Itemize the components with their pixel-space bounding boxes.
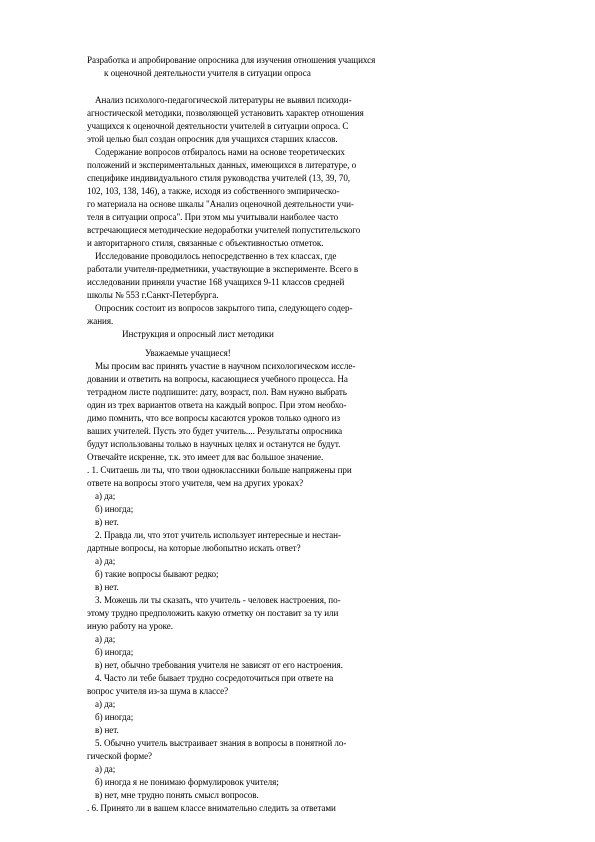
intro-line: Содержание вопросов отбиралось нами на основе теоретических — [95, 147, 345, 157]
instruction-line: довании и ответить на вопросы, касающиеся учебного процесса. На — [87, 374, 348, 384]
intro-line: Исследование проводилось непосредственно в тех классах, где — [95, 251, 337, 261]
question-line: вопрос учителя из-за шума в классе? — [87, 686, 229, 696]
question-line: . 1. Считаешь ли ты, что твои одноклассники больше напряжены при — [87, 465, 352, 475]
instruction-line: тетрадном листе подпишите: дату, возраст, пол. Вам нужно выбрать — [87, 387, 347, 397]
instruction-line: Мы просим вас принять участие в научном психологическом иссле- — [95, 361, 356, 371]
intro-line: и авторитарного стиля, связанные с объективностью отметок. — [87, 238, 324, 248]
section-heading: Инструкция и опросный лист методики — [122, 329, 274, 339]
intro-line: специфике индивидуального стиля руководства учителей (13, 39, 70, — [87, 173, 351, 183]
question-line: 2. Правда ли, что этот учитель использует интересные и нестан- — [95, 530, 341, 540]
answer-option: в) нет. — [95, 517, 119, 527]
answer-option: а) да; — [95, 491, 116, 501]
answer-option: в) нет. — [95, 725, 119, 735]
answer-option: в) нет, мне трудно понять смысл вопросов. — [95, 790, 259, 800]
answer-option: б) такие вопросы бывают редко; — [95, 569, 219, 579]
intro-line: жания. — [87, 316, 114, 326]
answer-option: б) иногда я не понимаю формулировок учителя; — [95, 777, 279, 787]
question-line: 5. Обычно учитель выстраивает знания в вопросы в понятной ло- — [95, 738, 347, 748]
intro-line: 102, 103, 138, 146), а также, исходя из собственного эмпирическо- — [87, 186, 340, 196]
answer-option: а) да; — [95, 556, 116, 566]
instruction-line: димо помнить, что все вопросы касаются уроков только одного из — [87, 413, 341, 423]
intro-line: этой целью был создан опросник для учащихся старших классов. — [87, 134, 338, 144]
answer-option: а) да; — [95, 764, 116, 774]
question-line: 4. Часто ли тебе бывает трудно сосредоточиться при ответе на — [95, 673, 334, 683]
intro-line: положений и экспериментальных данных, имеющихся в литературе, о — [87, 160, 357, 170]
intro-line: Опросник состоит из вопросов закрытого типа, следующего содер- — [95, 303, 353, 313]
instruction-line: будут использованы только в научных целях и останутся не будут. — [87, 439, 341, 449]
question-line: этому трудно предположить какую отметку он поставит за ту или — [87, 608, 339, 618]
greeting: Уважаемые учащиеся! — [145, 348, 231, 358]
document-title-line-2: к оценочной деятельности учителя в ситуации опроса — [104, 68, 311, 78]
intro-line: встречающиеся методические недоработки учителей попустительского — [87, 225, 361, 235]
question-line: ответе на вопросы этого учителя, чем на других уроках? — [87, 478, 304, 488]
answer-option: а) да; — [95, 634, 116, 644]
document-title-line-1: Разработка и апробирование опросника для изучения отношения учащихся — [87, 55, 376, 65]
instruction-line: один из трех вариантов ответа на каждый вопрос. При этом необхо- — [87, 400, 347, 410]
intro-line: го материала на основе шкалы "Анализ оценочной деятельности учи- — [87, 199, 354, 209]
question-line: дартные вопросы, на которые любопытно искать ответ? — [87, 543, 301, 553]
intro-line: учащихся к оценочной деятельности учителей в ситуации опроса. С — [87, 121, 349, 131]
intro-line: агностической методики, позволяющей установить характер отношения — [87, 108, 364, 118]
answer-option: б) иногда; — [95, 647, 134, 657]
intro-line: школы № 553 г.Санкт-Петербурга. — [87, 290, 219, 300]
intro-line: работали учителя-предметники, участвующие в эксперименте. Всего в — [87, 264, 359, 274]
answer-option: а) да; — [95, 699, 116, 709]
intro-line: Анализ психолого-педагогической литературы не выявил психоди- — [95, 95, 352, 105]
intro-line: исследовании приняли участие 168 учащихся 9-11 классов средней — [87, 277, 345, 287]
question-line: 3. Можешь ли ты сказать, что учитель - человек настроения, по- — [95, 595, 341, 605]
intro-line: теля в ситуации опроса". При этом мы учитывали наиболее часто — [87, 212, 339, 222]
question-line: иную работу на уроке. — [87, 621, 173, 631]
instruction-line: ваших учителей. Пусть это будет учитель.... Результаты опросника — [87, 426, 343, 436]
question-line: . 6. Принято ли в вашем классе внимательно следить за ответами — [87, 803, 336, 813]
answer-option: в) нет, обычно требования учителя не зависят от его настроения. — [95, 660, 343, 670]
instruction-line: Отвечайте искренне, т.к. это имеет для вас большое значение. — [87, 452, 324, 462]
question-line: гической форме? — [87, 751, 153, 761]
answer-option: б) иногда; — [95, 712, 134, 722]
answer-option: в) нет. — [95, 582, 119, 592]
answer-option: б) иногда; — [95, 504, 134, 514]
